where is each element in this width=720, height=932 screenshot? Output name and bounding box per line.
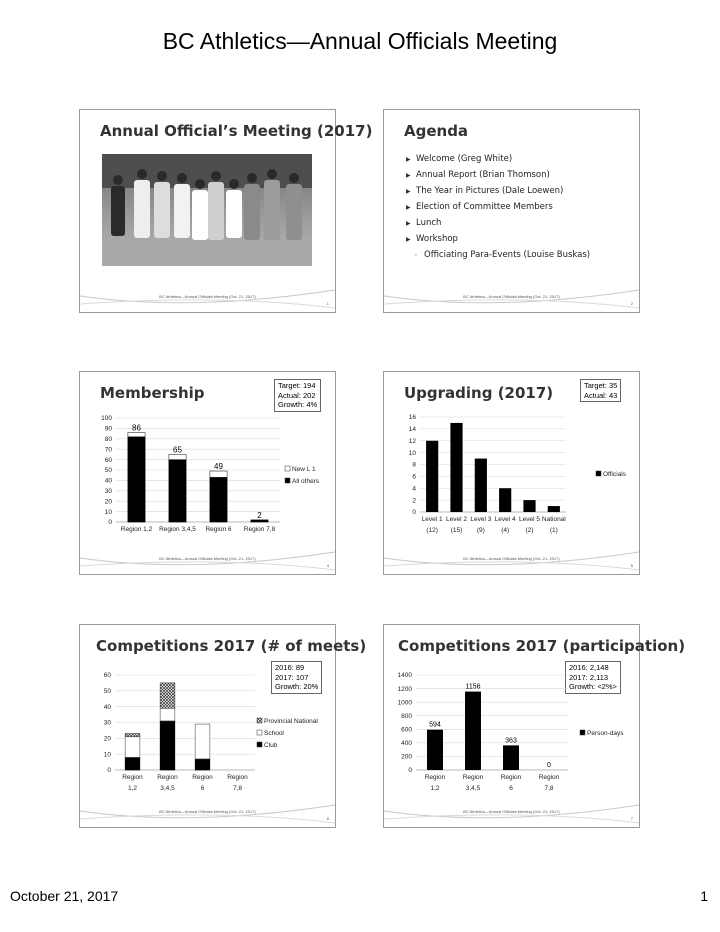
bar [251,520,268,522]
y-tick-label: 60 [103,672,111,680]
y-tick-label: 12 [408,437,416,445]
slide-title: Upgrading (2017) [404,384,554,402]
slide-footer: BC Athletics—Annual Officials Meeting (Oct. 21, 2017) [159,556,256,561]
x-tick-label: 1,2 [430,785,440,792]
x-tick-label: 3,4,5 [160,785,175,792]
note-line: Target: 35 [584,381,618,390]
list-item [406,202,590,218]
y-tick-label: 1000 [397,699,412,707]
data-label: 2 [257,510,262,520]
slide-4 [79,371,336,575]
y-tick-label: 1200 [397,685,412,693]
list-item-text: Lunch [416,218,442,228]
data-label: 1156 [465,683,481,691]
legend-swatch [257,730,262,735]
x-tick-sublabel: (15) [450,527,463,534]
legend-swatch [257,718,262,723]
slide-title: Competitions 2017 (# of meets) [96,637,367,655]
circle-bullet-icon: ◦ [414,252,418,259]
list-item [406,234,590,250]
page-title: BC Athletics—Annual Officials Meeting [162,28,558,54]
note-line: Target: 194 [278,381,316,390]
x-tick-label: Region [227,774,248,781]
slide-number: 4 [326,563,329,568]
triangle-bullet-icon: ▶ [406,172,411,179]
list-item-text: Workshop [416,234,458,244]
x-tick-label: Level 5 [519,516,540,523]
data-label: 0 [547,762,551,769]
slide-7 [383,624,686,828]
triangle-bullet-icon: ▶ [406,156,411,163]
y-tick-label: 0 [408,767,412,775]
list-item [406,154,590,170]
x-tick-label: 3,4,5 [465,785,481,792]
bar [210,477,227,522]
bar [125,734,140,737]
y-tick-label: 4 [412,485,416,493]
bar [548,506,560,512]
bar [128,437,145,522]
y-tick-label: 20 [103,735,111,743]
bar [195,759,210,770]
y-tick-label: 20 [104,498,112,506]
bar [427,730,443,770]
note-line: Growth: <2%> [569,682,617,691]
slide-5 [383,371,640,575]
y-tick-label: 100 [101,415,112,423]
slide-title: Annual Official’s Meeting (2017) [100,122,373,140]
data-label: 594 [429,721,441,729]
bar [160,683,175,708]
upgrading-chart [384,372,639,547]
legend-label: New L 1 [292,466,316,473]
bar [125,757,140,770]
y-tick-label: 0 [107,767,111,775]
slide-title: Agenda [404,122,469,140]
y-tick-label: 50 [104,467,112,475]
x-tick-label: Region [192,774,213,781]
bar [125,737,140,758]
note-line: 2017: 2,113 [569,672,609,682]
slide-footer: BC Athletics—Annual Officials Meeting (Oct. 21, 2017) [463,294,560,299]
y-tick-label: 800 [401,712,412,720]
triangle-bullet-icon: ▶ [406,220,411,227]
x-tick-label: Level 2 [446,516,467,523]
list-item-text: Welcome (Greg White) [416,154,513,164]
note-line: 2016: 2,148 [569,663,609,672]
list-item-text: Annual Report (Brian Thomson) [416,170,550,180]
footer-date: October 21, 2017 [10,888,119,904]
triangle-bullet-icon: ▶ [406,236,411,243]
y-tick-label: 400 [401,740,412,748]
bar [503,745,519,770]
x-tick-label: Region 7,8 [243,526,276,533]
bar [499,488,511,512]
x-tick-sublabel: (1) [549,527,558,534]
x-tick-label: 1,2 [127,785,138,792]
note-line: 2017: 107 [275,672,309,682]
x-tick-sublabel: (2) [525,527,534,534]
y-tick-label: 70 [104,446,112,454]
participation-chart [384,625,639,800]
x-tick-label: National [541,516,566,523]
x-tick-sublabel: (12) [426,527,438,534]
y-tick-label: 90 [104,425,112,433]
x-tick-label: Region 3,4,5 [159,526,196,533]
y-tick-label: 10 [408,449,416,457]
y-tick-label: 30 [103,719,111,727]
bar [465,692,481,770]
x-tick-label: Region [462,774,484,781]
legend-swatch [285,466,290,471]
legend-swatch [285,478,290,483]
y-tick-label: 60 [104,456,112,464]
legend-swatch [596,471,601,476]
y-tick-label: 600 [401,726,412,734]
x-tick-label: Level 1 [421,516,443,523]
bar [195,724,210,759]
slide-footer: BC Athletics—Annual Officials Meeting (Oct. 21, 2017) [463,556,560,561]
y-tick-label: 1400 [397,672,412,680]
legend-swatch [580,730,585,735]
y-tick-label: 6 [412,473,416,481]
slide-6 [79,624,367,828]
note-line: Actual: 43 [584,390,618,400]
bar [450,423,462,512]
x-tick-label: 7,8 [544,785,554,792]
triangle-bullet-icon: ▶ [406,188,411,195]
y-tick-label: 14 [408,426,416,434]
legend-label: All others [292,478,320,485]
data-label: 65 [173,445,182,455]
sub-list-item [406,250,590,266]
data-label: 363 [505,737,517,745]
bar [169,460,186,522]
slide-footer: BC Athletics—Annual Officials Meeting (Oct. 21, 2017) [159,809,256,814]
legend-swatch [257,742,262,747]
y-tick-label: 16 [408,414,416,422]
bar [160,721,175,770]
legend-label: Officials [603,471,626,478]
list-item-text: Election of Committee Members [416,202,553,212]
y-tick-label: 8 [412,461,416,469]
y-tick-label: 40 [104,477,112,485]
list-item-text: The Year in Pictures (Dale Loewen) [416,186,564,196]
bar [426,441,438,512]
x-tick-label: Region [538,774,560,781]
bar [475,459,487,512]
slide-number: 6 [326,816,329,821]
y-tick-label: 2 [412,497,416,505]
x-tick-label: Region [500,774,522,781]
note-line: Growth: 20% [275,682,319,691]
y-tick-label: 80 [104,436,112,443]
slide-number: 2 [630,301,633,306]
y-tick-label: 10 [104,508,112,516]
membership-chart [80,372,335,547]
bar [210,471,227,477]
x-tick-label: Region [157,774,178,781]
x-tick-label: Level 4 [494,516,516,523]
slide-number: 1 [326,301,329,306]
note-line: 2016: 89 [275,663,305,672]
x-tick-label: 7,8 [232,785,243,792]
triangle-bullet-icon: ▶ [406,204,411,211]
x-tick-label: 6 [200,785,205,792]
group-photo [102,154,312,266]
bar [523,500,535,512]
data-label: 49 [214,462,223,472]
bar [128,433,145,437]
legend-label: School [264,730,284,737]
note-line: Actual: 202 [278,390,316,400]
meets-chart [80,625,335,800]
legend-label: Provincial National [264,718,318,725]
y-tick-label: 40 [103,703,111,711]
list-item [406,218,590,234]
list-item-text: Officiating Para-Events (Louise Buskas) [424,250,591,260]
footer-page-number: 1 [700,888,708,904]
x-tick-label: Region [424,774,446,781]
x-tick-label: Region 6 [205,526,232,533]
slide-footer: BC Athletics—Annual Officials Meeting (Oct. 21, 2017) [159,294,256,299]
bar [160,708,175,721]
slide-footer: BC Athletics—Annual Officials Meeting (Oct. 21, 2017) [463,809,560,814]
legend-label: Person-days [587,730,624,737]
y-tick-label: 30 [104,488,112,495]
slide-title: Competitions 2017 (participation) [398,637,686,655]
y-tick-label: 50 [103,688,111,696]
x-tick-label: 6 [509,785,513,792]
y-tick-label: 200 [401,753,412,761]
y-tick-label: 10 [103,751,111,759]
x-tick-label: Level 3 [470,516,492,523]
x-tick-label: Region 1,2 [120,526,153,533]
slide-title: Membership [100,384,205,402]
slide-2 [383,109,640,313]
data-label: 86 [132,423,141,433]
y-tick-label: 0 [108,519,112,527]
x-tick-label: Region [122,774,143,781]
slide-1 [79,109,373,313]
x-tick-sublabel: (9) [476,527,485,534]
agenda-list [406,154,590,266]
bar [169,454,186,459]
legend-label: Club [264,742,278,749]
x-tick-sublabel: (4) [501,527,510,534]
y-tick-label: 0 [412,509,416,517]
slide-number: 5 [630,563,633,568]
list-item [406,186,590,202]
slide-number: 7 [630,816,633,821]
note-line: Growth: 4% [278,400,318,409]
list-item [406,170,590,186]
